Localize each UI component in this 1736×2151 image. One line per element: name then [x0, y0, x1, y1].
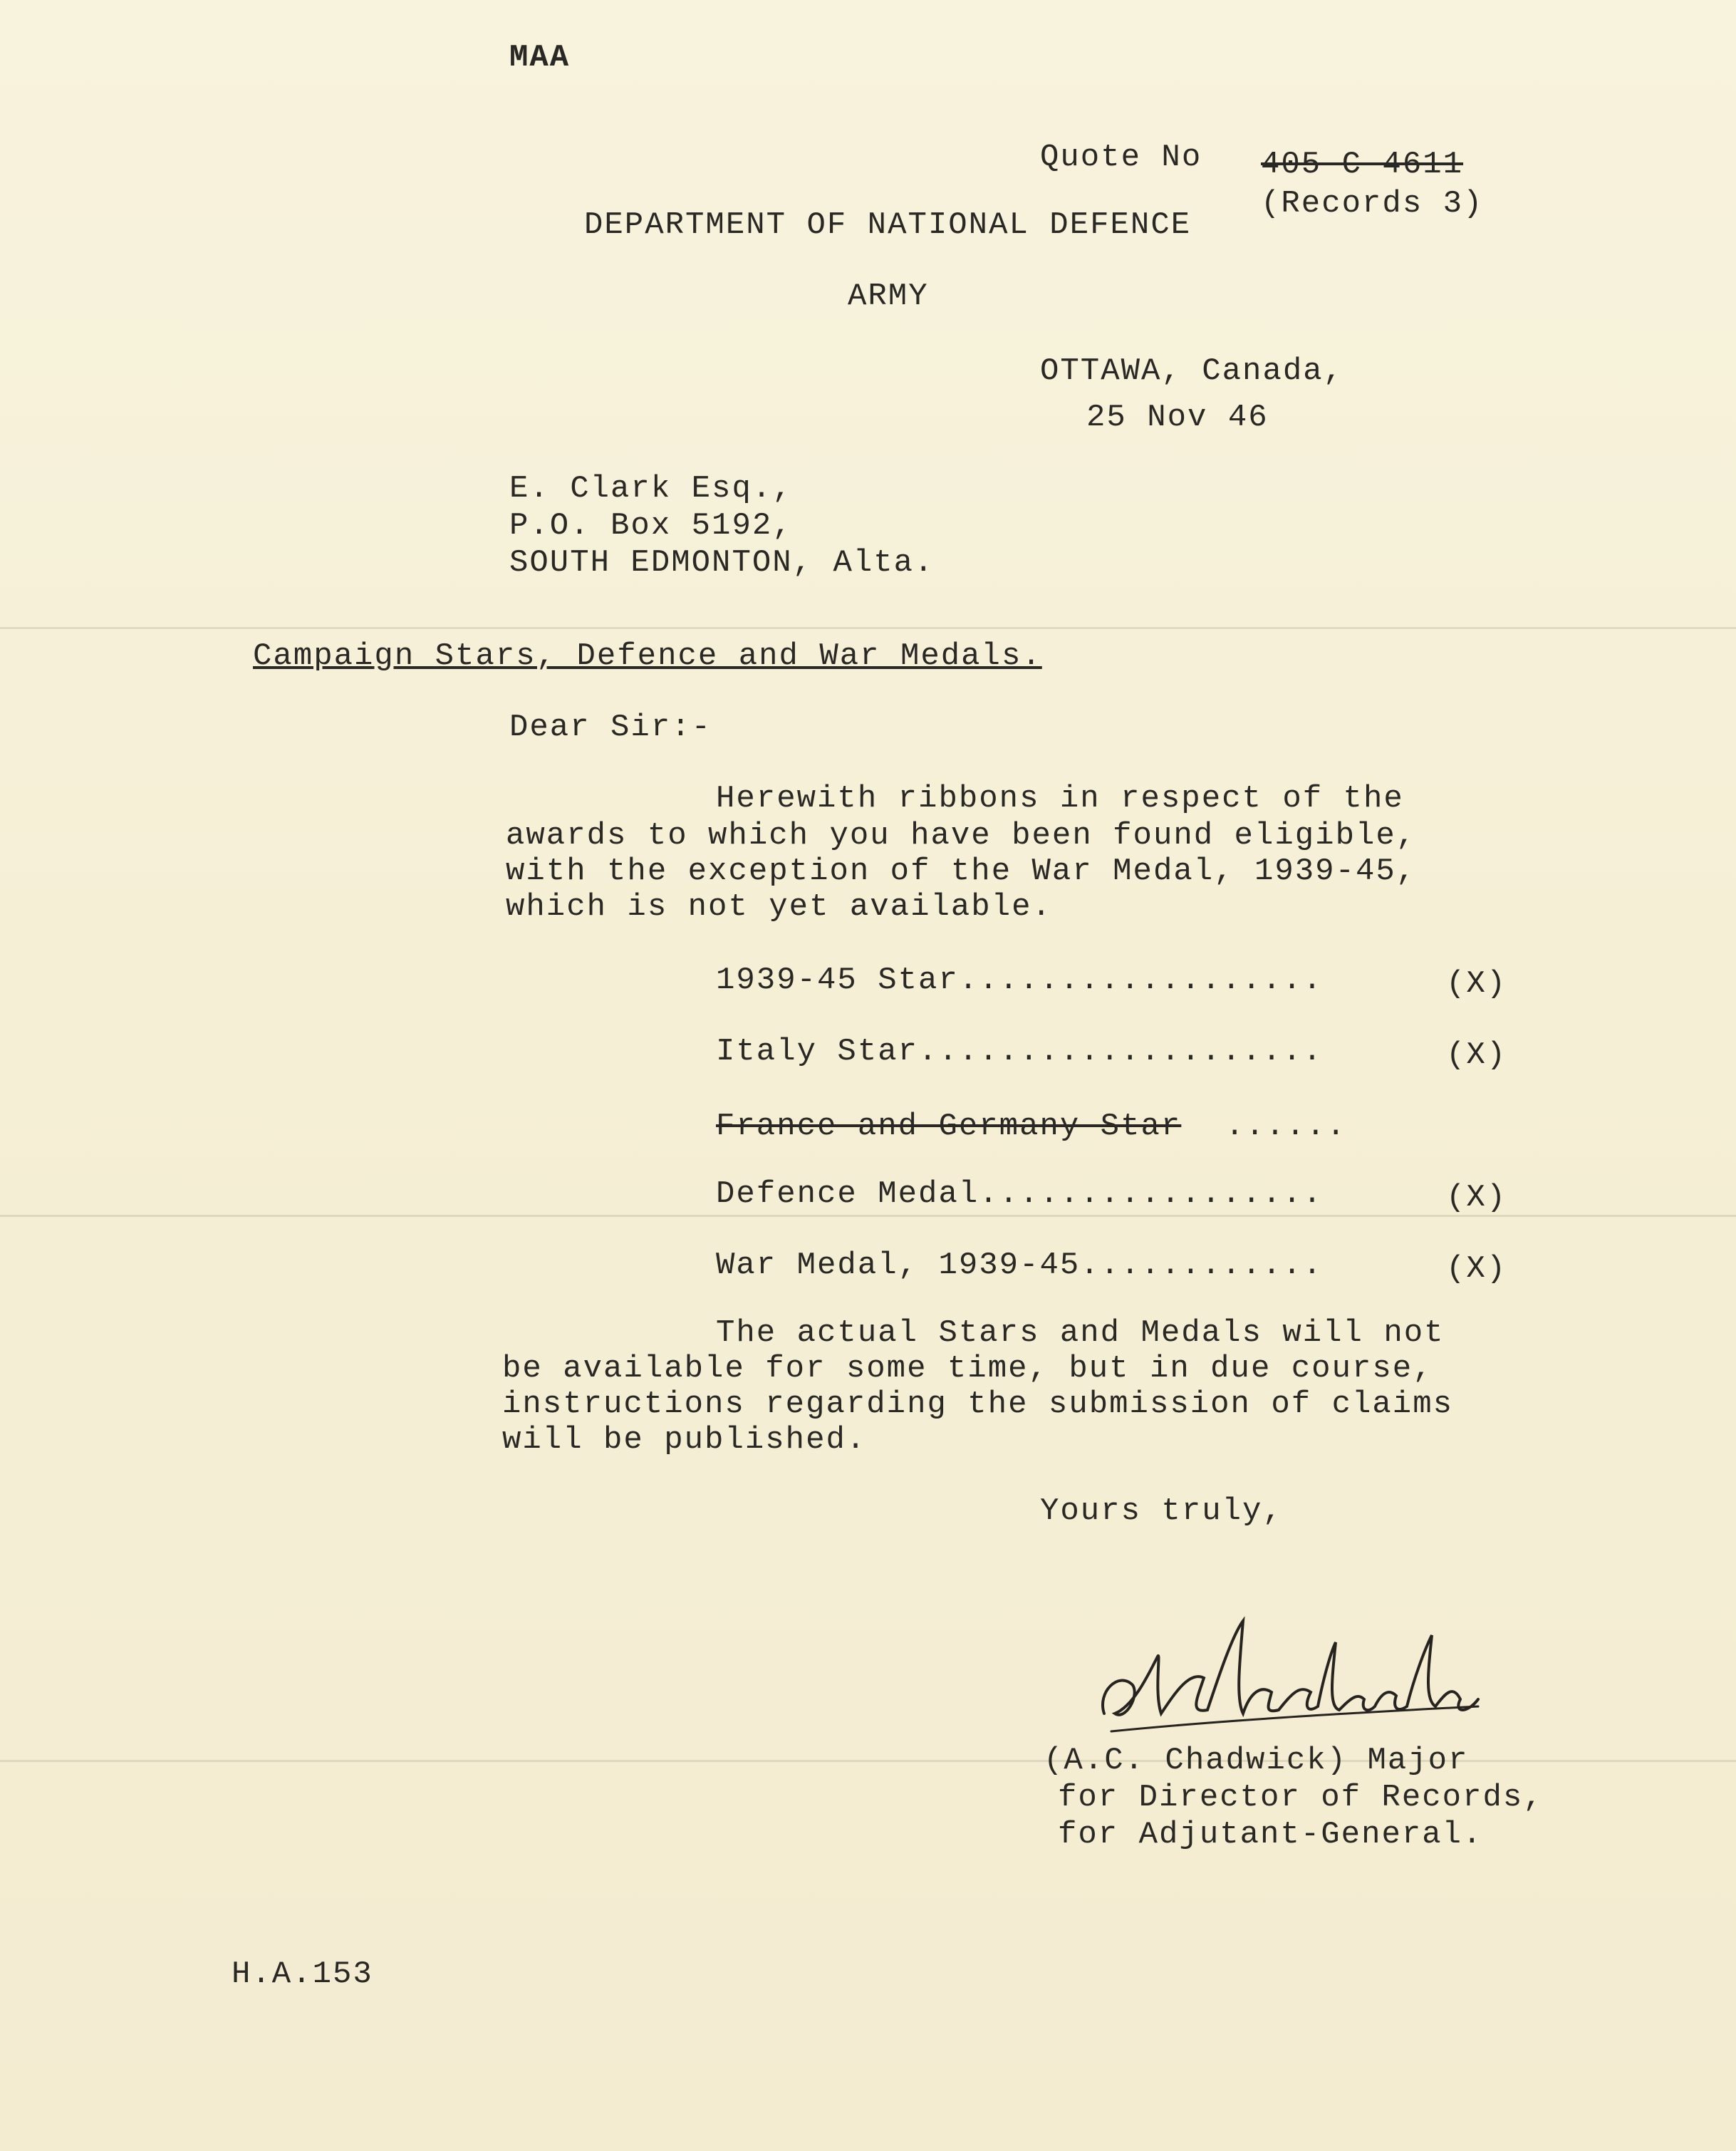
fold-line: [0, 1760, 1736, 1762]
award-mark: (X): [1446, 966, 1507, 1002]
award-line: War Medal, 1939-45............: [716, 1248, 1324, 1283]
quote-label: Quote No: [1040, 140, 1202, 175]
award-mark: (X): [1446, 1180, 1507, 1216]
address-line-2: P.O. Box 5192,: [509, 508, 793, 544]
location: OTTAWA, Canada,: [1040, 353, 1344, 389]
award-mark: (X): [1446, 1251, 1507, 1287]
handwritten-signature: [1090, 1607, 1489, 1749]
award-line: Defence Medal.................: [716, 1176, 1324, 1212]
paragraph-2-line: be available for some time, but in due course,: [502, 1351, 1433, 1387]
signature-drawing: [1090, 1607, 1489, 1749]
letter-date: 25 Nov 46: [1086, 400, 1269, 435]
paragraph-1-line: with the exception of the War Medal, 1939-45,: [506, 854, 1417, 889]
address-line-3: SOUTH EDMONTON, Alta.: [509, 545, 935, 581]
award-line: 1939-45 Star..................: [716, 963, 1324, 998]
quote-number: 405-C-4611: [1261, 147, 1464, 182]
paragraph-1-line: awards to which you have been found eligible,: [506, 818, 1417, 854]
form-number: H.A.153: [232, 1956, 373, 1992]
salutation: Dear Sir:-: [509, 710, 712, 745]
paragraph-2-line: instructions regarding the submission of claims: [502, 1387, 1454, 1422]
award-line-trail: ......: [1225, 1109, 1347, 1144]
paragraph-1-line: Herewith ribbons in respect of the: [716, 781, 1404, 817]
branch-heading: ARMY: [848, 279, 929, 314]
subject-line: Campaign Stars, Defence and War Medals.: [253, 638, 1042, 674]
fold-line: [0, 627, 1736, 629]
closing: Yours truly,: [1040, 1493, 1283, 1529]
award-mark: (X): [1446, 1037, 1507, 1073]
initials: MAA: [509, 40, 571, 76]
quote-records: (Records 3): [1261, 186, 1484, 222]
address-line-1: E. Clark Esq.,: [509, 471, 793, 507]
award-line-struck: France and Germany Star: [716, 1109, 1182, 1144]
paragraph-2-line: will be published.: [502, 1422, 867, 1458]
signature-title-1: for Director of Records,: [1058, 1780, 1544, 1815]
department-heading: DEPARTMENT OF NATIONAL DEFENCE: [584, 207, 1192, 243]
paragraph-1-line: which is not yet available.: [506, 889, 1052, 925]
award-line: Italy Star....................: [716, 1034, 1324, 1069]
paragraph-2-line: The actual Stars and Medals will not: [716, 1315, 1445, 1351]
signature-title-2: for Adjutant-General.: [1058, 1817, 1483, 1852]
signature-name: (A.C. Chadwick) Major: [1044, 1743, 1469, 1778]
